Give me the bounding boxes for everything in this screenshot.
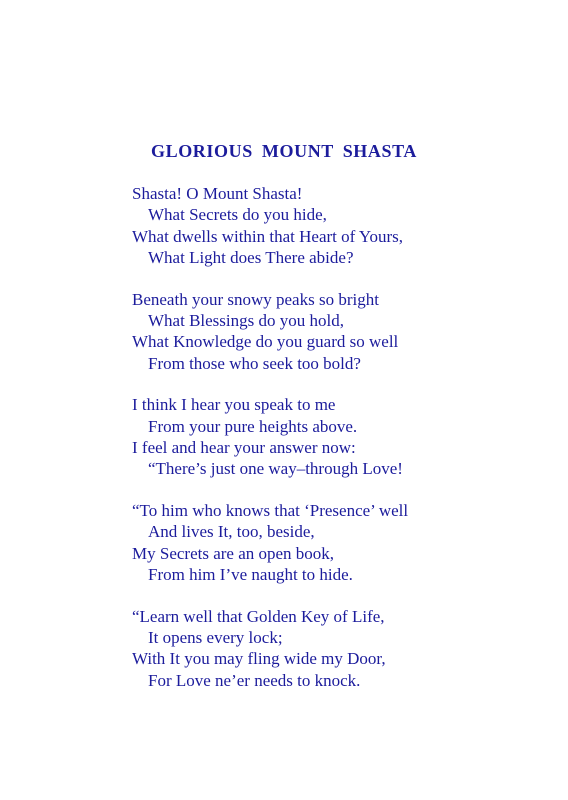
poem-line: It opens every lock; [148, 627, 283, 647]
poem-line: What Blessings do you hold, [148, 311, 344, 331]
poem-line: “There’s just one way–through Love! [148, 459, 403, 479]
stanza-5 [132, 606, 552, 692]
poem-line: And lives It, too, beside, [148, 522, 315, 542]
poem-line: What Knowledge do you guard so well [132, 332, 399, 352]
poem-title: GLORIOUS MOUNT SHASTA [151, 141, 417, 161]
poem-line: From your pure heights above. [148, 416, 358, 436]
poem-line: I think I hear you speak to me [132, 395, 336, 415]
stanza-1 [132, 183, 552, 269]
poem-line: What Light does There abide? [148, 248, 354, 268]
poem-line: “To him who knows that ‘Presence’ well [132, 500, 409, 520]
poem-line: From him I’ve naught to hide. [148, 565, 353, 585]
poem-line: What dwells within that Heart of Yours, [132, 226, 404, 246]
poem-line: Beneath your snowy peaks so bright [132, 289, 379, 309]
stanza-4 [132, 500, 552, 586]
poem-line: Shasta! O Mount Shasta! [132, 184, 303, 203]
stanza-2 [132, 289, 552, 375]
poem-line: From those who seek too bold? [148, 353, 361, 373]
poem-line: With It you may fling wide my Door, [132, 649, 386, 669]
poem-line: I feel and hear your answer now: [132, 438, 356, 458]
poem-line: What Secrets do you hide, [148, 205, 327, 225]
poem-body [132, 183, 552, 711]
poem-line: “Learn well that Golden Key of Life, [132, 606, 385, 626]
poem-line: My Secrets are an open book, [132, 543, 335, 563]
stanza-3 [132, 394, 552, 480]
poem-line: For Love ne’er needs to knock. [148, 670, 361, 690]
